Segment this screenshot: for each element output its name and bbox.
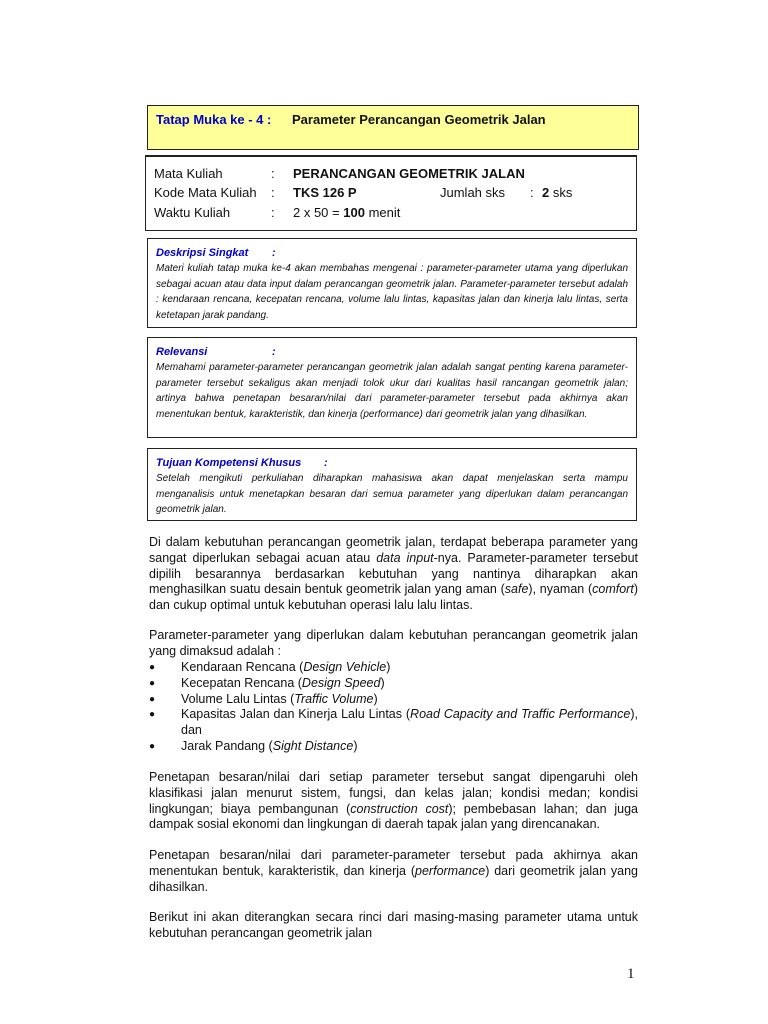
waktu-label: Waktu Kuliah — [154, 205, 231, 220]
kode-value: TKS 126 P — [293, 185, 357, 200]
deskripsi-title-row — [156, 247, 276, 259]
relevansi-box — [147, 337, 637, 438]
text-span: Penetapan besaran/nilai dari setiap parameter tersebut sangat dipengaruhi oleh klasifikasi jalan menurut sistem, fungsi, dan kelas jalan; kondisi medan; kondisi lingkungan; biaya pembangunan ( — [149, 770, 638, 816]
tujuan-box — [147, 448, 637, 521]
text-span: ) — [380, 675, 385, 690]
italic-term: comfort — [592, 582, 634, 597]
jumlah-sks-value: 2 — [542, 185, 550, 200]
text-span: ) dari geometrik jalan yang dihasilkan. — [149, 863, 639, 894]
text-span: ) — [386, 660, 391, 674]
deskripsi-text: Materi kuliah tatap muka ke-4 akan membahas mengenai : parameter-parameter utama yang diperlukan sebagai acuan atau data input dalam perancangan geometrik jalan. Parameter-parameter tersebut adalah : kendaraan rencana, kecepatan rencana, volume lalu lintas, kapasitas jalan dan kinerja lalu lintas, serta ketetapan jarak pandang. — [156, 263, 628, 321]
italic-term: Road Capacity and Traffic Performance — [410, 707, 631, 722]
course-info-box — [145, 155, 637, 231]
parameter-list — [149, 660, 638, 755]
relevansi-title: Relevansi — [156, 346, 208, 358]
tujuan-title-row — [156, 457, 328, 469]
tujuan-title: Tujuan Kompetensi Khusus — [156, 457, 302, 469]
deskripsi-box — [147, 238, 637, 328]
list-item — [149, 692, 638, 708]
paragraph-intro — [149, 535, 638, 614]
italic-term: Traffic Volume — [294, 691, 374, 706]
paragraph-closing: Berikut ini akan diterangkan secara rinci dari masing-masing parameter utama untuk kebutuhan perancangan geometrik jalan — [149, 910, 638, 940]
text-span: Kapasitas Jalan dan Kinerja Lalu Lintas ( — [181, 707, 411, 722]
colon: : — [271, 166, 275, 181]
text-span: ), dan — [181, 707, 638, 738]
session-label: Tatap Muka ke - 4 : — [156, 112, 272, 127]
italic-term: construction cost — [350, 801, 449, 816]
bullet-icon: ● — [149, 662, 156, 673]
text-span: ), nyaman ( — [528, 582, 593, 597]
colon: : — [324, 457, 328, 469]
tujuan-text: Setelah mengikuti perkuliahan diharapkan mahasiswa akan dapat menjelaskan serta mampu menganalisis untuk menetapkan besaran dari semua parameter yang diperlukan dalam perancangan geometrik jalan. — [156, 473, 628, 515]
session-header-box — [147, 105, 639, 150]
bullet-icon: ● — [149, 677, 156, 689]
waktu-value: 100 — [343, 205, 365, 220]
relevansi-title-row — [156, 346, 276, 358]
page-number: 1 — [627, 966, 635, 982]
text-span: Volume Lalu Lintas ( — [181, 691, 295, 706]
bullet-icon: ● — [149, 740, 156, 752]
list-item — [149, 676, 638, 692]
deskripsi-title: Deskripsi Singkat — [156, 247, 249, 259]
mata-kuliah-value: PERANCANGAN GEOMETRIK JALAN — [293, 166, 525, 181]
bullet-icon: ● — [149, 709, 156, 721]
jumlah-sks-label: Jumlah sks — [440, 185, 506, 200]
text-span: ) — [373, 691, 378, 706]
italic-term: safe — [504, 582, 529, 597]
paragraph-parameters-intro: Parameter-parameter yang diperlukan dalam kebutuhan perancangan geometrik jalan yang dimaksud adalah : — [149, 628, 638, 658]
sks-unit: sks — [552, 185, 573, 200]
text-span: Kendaraan Rencana ( — [181, 660, 304, 674]
waktu-value-wrap — [293, 204, 400, 222]
italic-term: Design Vehicle — [303, 660, 387, 674]
waktu-prefix: 2 x 50 = — [293, 205, 344, 220]
italic-term: Sight Distance — [272, 738, 354, 753]
text-span: Jarak Pandang ( — [181, 738, 273, 753]
mata-kuliah-label: Mata Kuliah — [154, 166, 223, 181]
waktu-unit: menit — [368, 205, 401, 220]
text-span: Di dalam kebutuhan perancangan geometrik jalan, terdapat beberapa parameter yang sangat diperlukan sebagai acuan atau — [149, 535, 638, 565]
text-span: -nya. Parameter-parameter tersebut dipilih besarannya berdasarkan kebutuhan yang nantinya diharapkan akan menghasilkan suatu desain bentuk geometrik jalan yang aman ( — [149, 550, 638, 597]
paragraph-determinants — [149, 770, 638, 833]
text-span: ) dan cukup optimal untuk kebutuhan operasi lalu lalu lintas. — [149, 582, 638, 613]
colon: : — [272, 247, 276, 259]
paragraph-outcome — [149, 848, 638, 895]
bullet-icon: ● — [149, 693, 156, 705]
list-item — [149, 660, 638, 676]
list-item — [149, 707, 638, 739]
colon: : — [271, 205, 275, 220]
italic-term: data input — [376, 550, 434, 565]
colon: : — [271, 185, 275, 200]
colon: : — [272, 346, 276, 358]
list-item — [149, 739, 638, 755]
colon: : — [530, 185, 534, 200]
session-title: Parameter Perancangan Geometrik Jalan — [292, 112, 546, 127]
jumlah-sks-value-wrap — [542, 184, 572, 202]
text-span: Kecepatan Rencana ( — [181, 675, 302, 690]
kode-label: Kode Mata Kuliah — [154, 185, 257, 200]
text-span: Penetapan besaran/nilai dari parameter-parameter tersebut pada akhirnya akan menentukan bentuk, karakteristik, dan kinerja ( — [149, 848, 638, 878]
text-span: ) — [353, 738, 358, 753]
italic-term: performance — [415, 863, 486, 878]
italic-term: Design Speed — [301, 675, 381, 690]
relevansi-text: Memahami parameter-parameter perancangan geometrik jalan adalah sangat penting karena parameter-parameter tersebut sekaligus akan menjadi tolok ukur dari kualitas hasil rancangan geometrik jalan; artinya bahwa penetapan besaran/nilai dari parameter-parameter tersebut pada akhirnya akan menentukan bentuk, karakteristik, dan kinerja (performance) dari geometrik jalan yang dihasilkan. — [156, 362, 628, 420]
text-span: ); pembebasan lahan; dan juga dampak sosial ekonomi dan lingkungan di daerah tapak jalan yang direncanakan. — [149, 801, 638, 832]
